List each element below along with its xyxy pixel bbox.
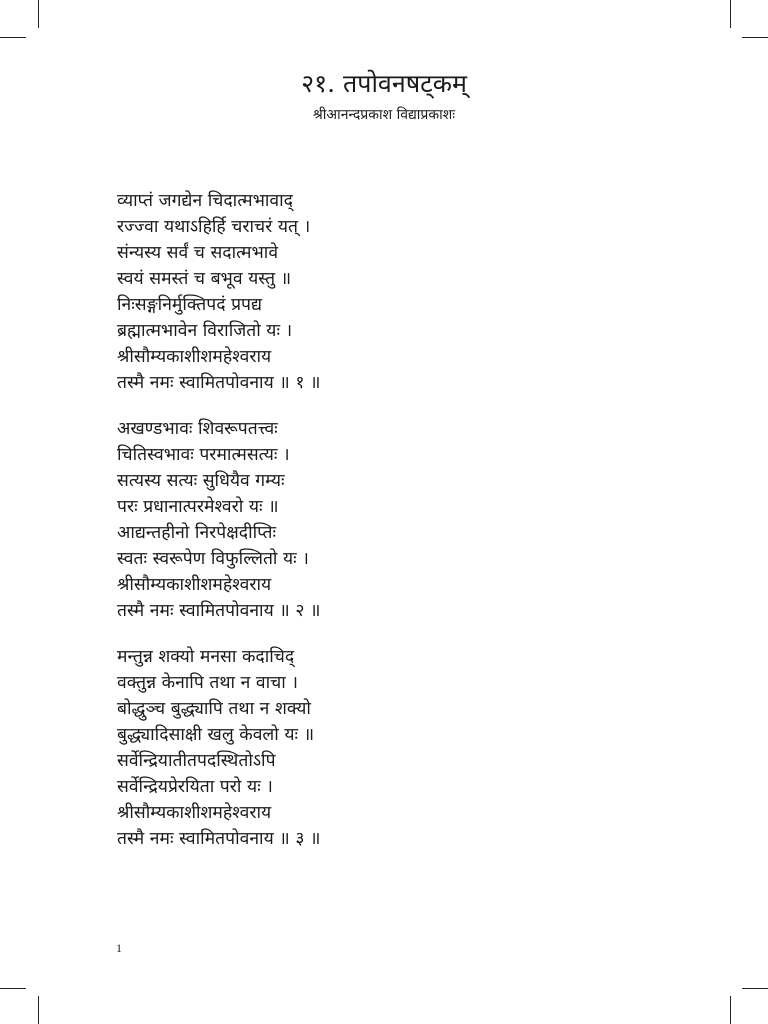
verse-line: रज्ज्वा यथाऽहिर्हि चराचरं यत् । xyxy=(117,217,311,237)
verse-line: बुद्ध्यादिसाक्षी खलु केवलो यः ॥ xyxy=(117,725,315,745)
crop-mark-top-left-horizontal xyxy=(0,37,26,38)
verse-line: निःसङ्गनिर्मुक्तिपदं प्रपद्य xyxy=(117,295,263,315)
verse-line: संन्यस्य सर्वं च सदात्मभावे xyxy=(117,243,279,263)
verse-line: व्याप्तं जगद्येन चिदात्मभावाद् xyxy=(117,191,293,211)
crop-mark-bottom-right-vertical xyxy=(730,996,731,1024)
verse-line: अखण्डभावः शिवरूपतत्त्वः xyxy=(117,419,278,439)
verses-container xyxy=(117,188,677,872)
verse-line: परः प्रधानात्परमेश्वरो यः ॥ xyxy=(117,497,279,517)
crop-mark-bottom-left-horizontal xyxy=(0,988,26,989)
verse-line: सत्यस्य सत्यः सुधियैव गम्यः xyxy=(117,471,285,491)
verse-line: सर्वेन्द्रियातीतपदस्थितोऽपि xyxy=(117,751,276,771)
verse-line: मन्तुन्न शक्यो मनसा कदाचिद् xyxy=(117,647,295,667)
verse-line: तस्मै नमः स्वामितपोवनाय ॥ २ ॥ xyxy=(117,601,321,621)
verse-3 xyxy=(117,644,677,852)
verse-line: श्रीसौम्यकाशीशमहेश्वराय xyxy=(117,347,272,367)
verse-2 xyxy=(117,416,677,624)
crop-mark-top-right-vertical xyxy=(730,0,731,28)
page-number: 1 xyxy=(116,941,122,955)
verse-line: वक्तुन्न केनापि तथा न वाचा । xyxy=(117,673,298,693)
crop-mark-bottom-right-horizontal xyxy=(742,988,768,989)
verse-line: ब्रह्मात्मभावेन विराजितो यः । xyxy=(117,321,293,341)
crop-mark-top-right-horizontal xyxy=(742,37,768,38)
verse-line: श्रीसौम्यकाशीशमहेश्वराय xyxy=(117,575,272,595)
verse-1 xyxy=(117,188,677,396)
verse-line: सर्वेन्द्रियप्रेरयिता परो यः । xyxy=(117,777,273,797)
verse-line: स्वतः स्वरूपेण विफुल्लितो यः । xyxy=(117,549,309,569)
author-line: श्रीआनन्दप्रकाश विद्याप्रकाशः xyxy=(312,107,456,123)
crop-mark-top-left-vertical xyxy=(38,0,39,28)
verse-line: आद्यन्तहीनो निरपेक्षदीप्तिः xyxy=(117,523,277,543)
verse-line: तस्मै नमः स्वामितपोवनाय ॥ ३ ॥ xyxy=(117,829,321,849)
verse-line: बोद्धुञ्च बुद्ध्यापि तथा न शक्यो xyxy=(117,699,311,719)
verse-line: चितिस्वभावः परमात्मसत्यः । xyxy=(117,445,290,465)
page-title: २१. तपोवनषट्कम् xyxy=(301,69,467,98)
crop-mark-bottom-left-vertical xyxy=(38,996,39,1024)
verse-line: श्रीसौम्यकाशीशमहेश्वराय xyxy=(117,803,272,823)
verse-line: तस्मै नमः स्वामितपोवनाय ॥ १ ॥ xyxy=(117,373,321,393)
verse-line: स्वयं समस्तं च बभूव यस्तु ॥ xyxy=(117,269,292,289)
